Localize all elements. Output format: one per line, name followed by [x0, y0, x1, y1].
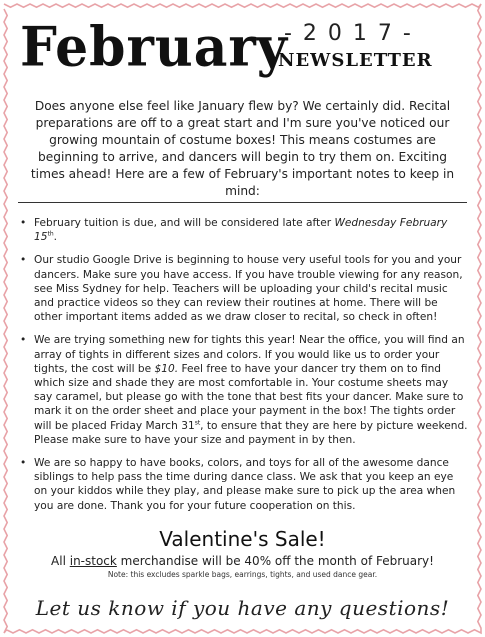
tights-text-middle: Feel free to have your dancer try them on to find which size and shade they are most comfortable in. Your costume sheets may say caramel, but please go with the tone that best fits your dancer. Make sure to mark it on the order sheet and place your payment in the box! The tights order will be placed Friday March 31	[34, 362, 464, 432]
tuition-date-suffix: th	[47, 230, 54, 238]
list-item-siblings	[18, 456, 469, 513]
tights-text: We are trying something new for tights this year! Near the office, you will find an array of tights in different sizes and colors. If you would like us to order your tights, the cost will be	[34, 334, 465, 375]
list-item-tights	[18, 333, 469, 447]
tuition-due-date: Wednesday February 15	[34, 217, 448, 244]
newsletter-page	[14, 12, 471, 625]
tuition-text: February tuition is due, and will be considered late after	[34, 217, 335, 229]
bullet-icon: •	[20, 457, 27, 470]
tights-text-end: , to ensure that they are here by picture weekend. Please make sure to have your size and payment in by then.	[34, 419, 468, 446]
bullet-icon: •	[20, 334, 27, 347]
tights-price: $10.	[154, 362, 179, 375]
siblings-text: We are so happy to have books, colors, and toys for all of the awesome dance siblings to help pass the time during dance class. We ask that you keep an eye on your kiddos while they play, and please make sure to pick up the area when you are done. Thank you for your future cooperation on this.	[34, 457, 456, 512]
sale-text-end: merchandise will be 40% off the month of February!	[116, 554, 434, 568]
section-divider	[18, 202, 467, 203]
notes-list	[18, 216, 469, 522]
tights-date-suffix: st	[194, 419, 201, 427]
sale-note: Note: this excludes sparkle bags, earrings, tights, and used dance gear.	[107, 570, 378, 579]
newsletter-label: NEWSLETTER	[278, 50, 433, 71]
intro-paragraph: Does anyone else feel like January flew by? We certainly did. Recital preparations are off to a great start and I'm sure you've noticed our growing mountain of costume boxes! This means costumes are beginning to arrive, and dancers will begin to try them on. Exciting times ahead! Here are a few of February's important notes to keep in mind:	[30, 99, 455, 198]
list-item-google-drive	[18, 253, 469, 324]
google-drive-text: Our studio Google Drive is beginning to house very useful tools for you and your dancers. Make sure you have access. If you have trouble viewing for any reason, see Miss Sydney for help. Teachers will be uploading your child's recital music and practice videos so they can review their routines at home. There will be other important items added as we draw closer to recital, so check in often!	[34, 254, 463, 324]
list-item-tuition	[18, 216, 469, 244]
newsletter-year: - 2 0 1 7 -	[284, 21, 413, 46]
sale-text-start: All	[51, 554, 70, 568]
bullet-icon: •	[20, 254, 27, 267]
bullet-icon: •	[20, 217, 27, 229]
tuition-text-end: .	[53, 231, 58, 244]
sale-heading: Valentine's Sale!	[159, 527, 326, 551]
newsletter-month-title: February	[20, 14, 289, 80]
sale-in-stock: in-stock	[69, 554, 117, 568]
closing-message: Let us know if you have any questions!	[35, 596, 450, 620]
sale-description	[14, 554, 471, 569]
